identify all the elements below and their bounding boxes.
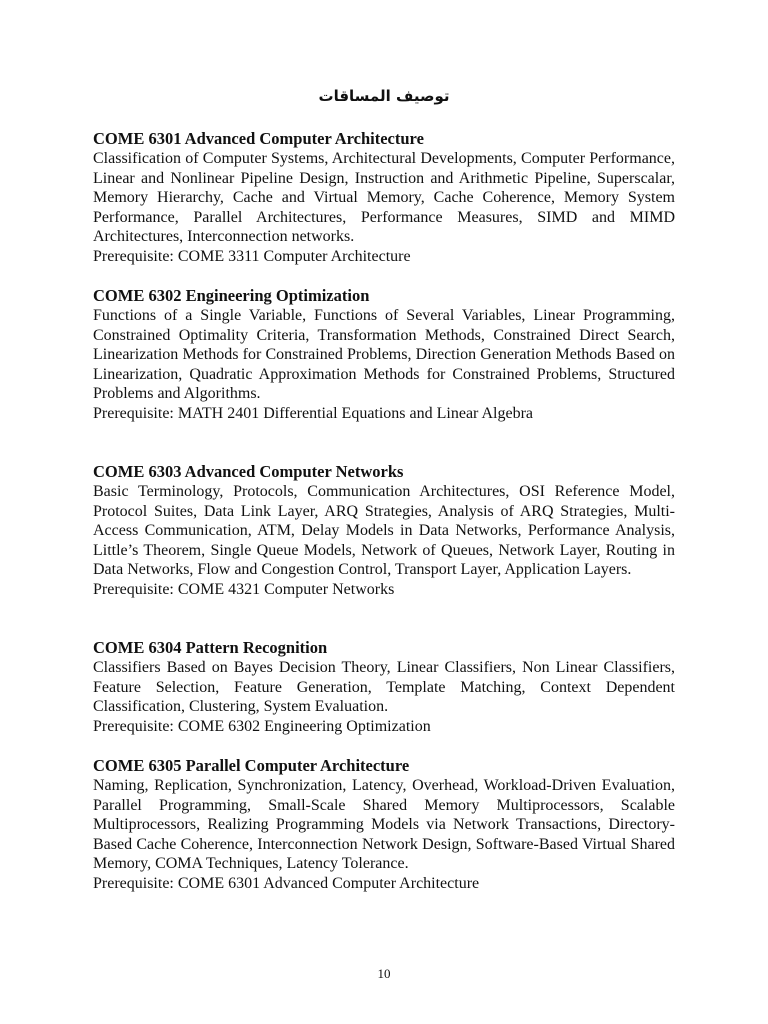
course-prerequisite: Prerequisite: MATH 2401 Differential Equations and Linear Algebra (93, 404, 534, 422)
course-come-6304 (93, 638, 675, 736)
course-description: Classification of Computer Systems, Architectural Developments, Computer Performance, Linear and Nonlinear Pipeline Design, Instruction and Arithmetic Pipeline, Superscalar, Memory Hierarchy, Cache and Virtual Memory, Cache Coherence, Memory System Performance, Parallel Architectures, Performance Measures, SIMD and MIMD Architectures, Interconnection networks. (93, 150, 675, 246)
page-number: 10 (377, 966, 391, 981)
course-description: Naming, Replication, Synchronization, Latency, Overhead, Workload-Driven Evaluation, Parallel Programming, Small-Scale Shared Memory Multiprocessors, Scalable Multiprocessors, Realizing Programming Models via Network Transactions, Directory-Based Cache Coherence, Interconnection Network Design, Software-Based Virtual Shared Memory, COMA Techniques, Latency Tolerance. (93, 777, 675, 873)
course-description: Basic Terminology, Protocols, Communication Architectures, OSI Reference Model, Protocol Suites, Data Link Layer, ARQ Strategies, Analysis of ARQ Strategies, Multi-Access Communication, ATM, Delay Models in Data Networks, Performance Analysis, Little’s Theorem, Single Queue Models, Network of Queues, Network Layer, Routing in Data Networks, Flow and Congestion Control, Transport Layer, Application Layers. (93, 483, 675, 579)
course-prerequisite: Prerequisite: COME 3311 Computer Architecture (93, 247, 411, 265)
course-prerequisite: Prerequisite: COME 6301 Advanced Computer Architecture (93, 874, 480, 892)
course-heading: COME 6304 Pattern Recognition (93, 638, 328, 657)
course-come-6301 (93, 129, 675, 267)
page-title: توصيف المساقات (318, 87, 450, 105)
course-description: Classifiers Based on Bayes Decision Theory, Linear Classifiers, Non Linear Classifiers, Feature Selection, Feature Generation, Template Matching, Context Dependent Classification, Clustering, System Evaluation. (93, 659, 675, 716)
course-prerequisite: Prerequisite: COME 4321 Computer Networks (93, 580, 395, 598)
course-come-6303 (93, 462, 675, 600)
course-heading: COME 6302 Engineering Optimization (93, 286, 370, 305)
course-description: Functions of a Single Variable, Functions of Several Variables, Linear Programming, Constrained Optimality Criteria, Transformation Methods, Constrained Direct Search, Linearization Methods for Constrained Problems, Direction Generation Methods Based on Linearization, Quadratic Approximation Methods for Constrained Problems, Structured Problems and Algorithms. (93, 307, 675, 403)
course-come-6302 (93, 286, 675, 424)
course-heading: COME 6305 Parallel Computer Architecture (93, 756, 410, 775)
course-come-6305 (93, 756, 675, 894)
course-heading: COME 6301 Advanced Computer Architecture (93, 129, 424, 148)
course-prerequisite: Prerequisite: COME 6302 Engineering Optimization (93, 717, 431, 735)
course-heading: COME 6303 Advanced Computer Networks (93, 462, 404, 481)
